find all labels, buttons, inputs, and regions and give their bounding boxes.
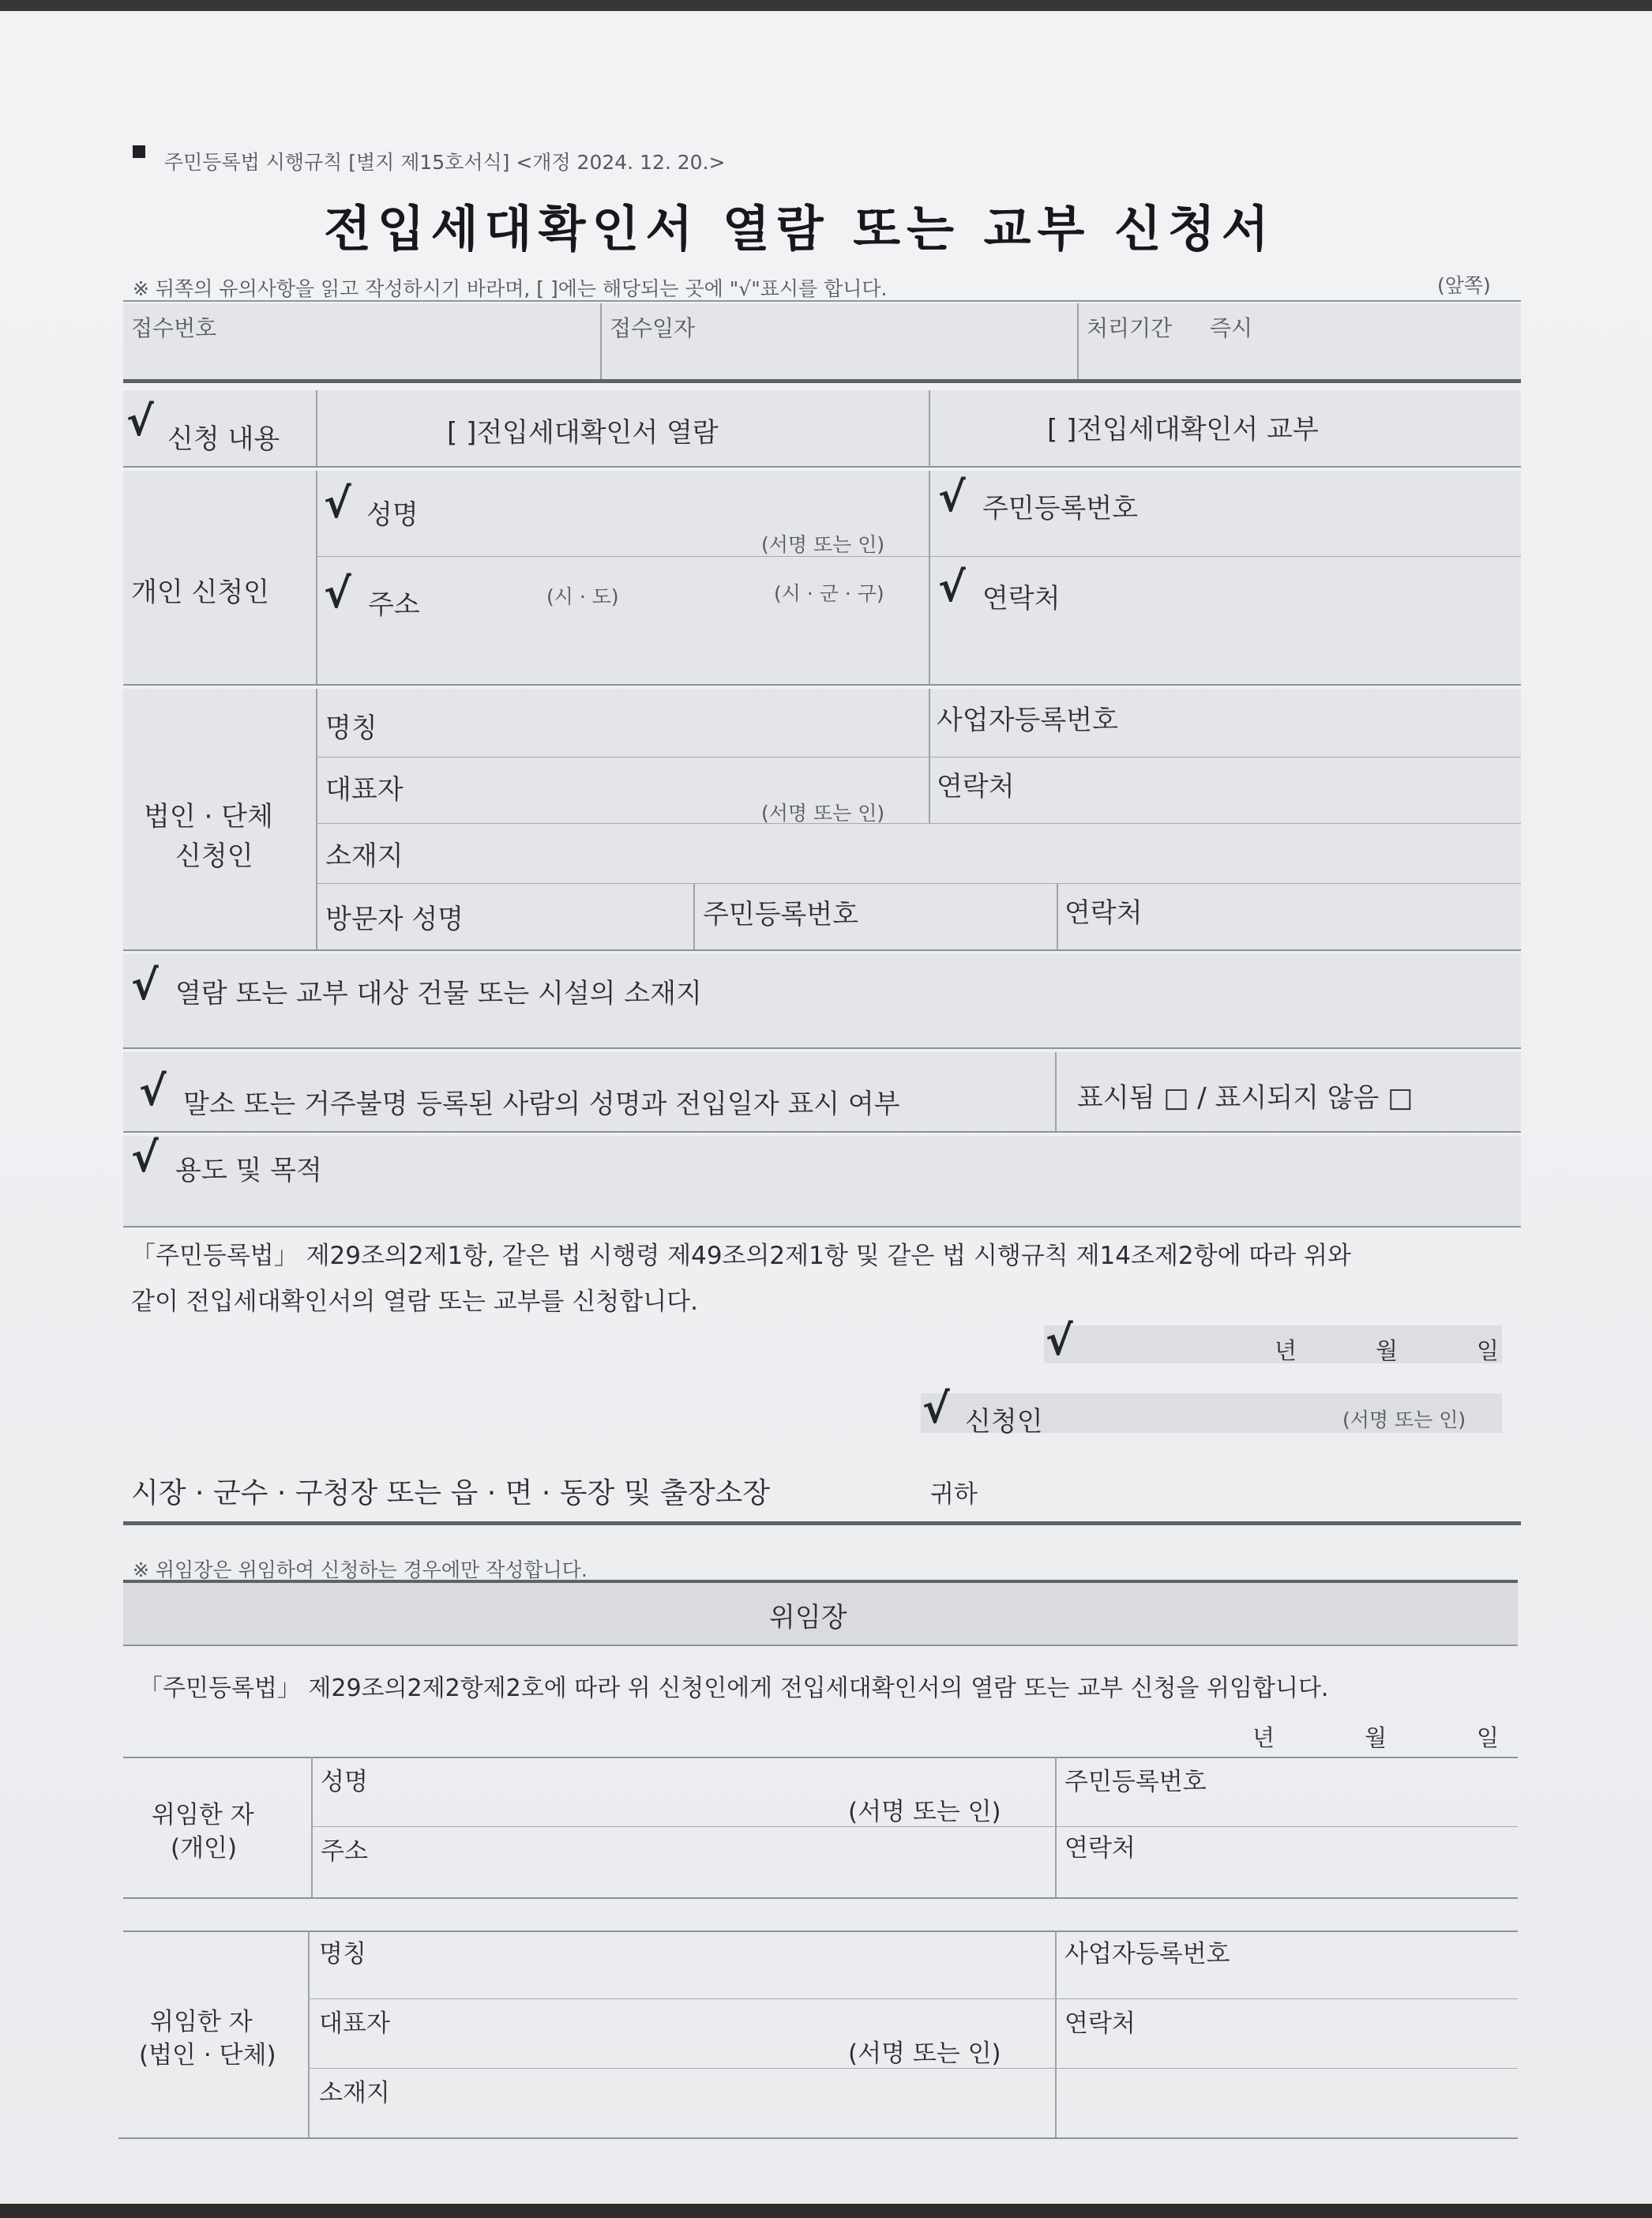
proxy-rrn-label: 주민등록번호	[1064, 1768, 1207, 1796]
option-issue[interactable]: [ ]전입세대확인서 교부	[1047, 414, 1319, 445]
display-option-label: 말소 또는 거주불명 등록된 사람의 성명과 전입일자 표시 여부	[183, 1088, 900, 1120]
receipt-divider-2	[1077, 303, 1079, 379]
display-option-choices[interactable]: 표시됨 □ / 표시되지 않음 □	[1077, 1082, 1414, 1114]
corporate-location-label: 소재지	[325, 840, 404, 872]
addressee-suffix: 귀하	[930, 1480, 978, 1509]
proxy-individual-label-2: (개인)	[171, 1834, 238, 1863]
addressee-rule	[123, 1521, 1521, 1525]
corporate-contact-label: 연락처	[937, 771, 1015, 803]
individual-divider-left	[316, 471, 317, 684]
corporate-label-2: 신청인	[175, 840, 253, 872]
checkmark-icon: √	[938, 564, 966, 611]
form-notice: ※ 뒤쪽의 유의사항을 읽고 작성하시기 바라며, [ ]에는 해당되는 곳에 "√"표시를 합니다.	[133, 277, 888, 300]
proxy-corp-name-label: 명칭	[319, 1940, 366, 1968]
proxy-corp-row-line-2	[308, 2068, 1518, 2069]
applicant-label: 신청인	[965, 1406, 1043, 1438]
corporate-row-line-1	[316, 757, 1521, 758]
individual-rrn-label: 주민등록번호	[982, 493, 1139, 524]
individual-section-label: 개인 신청인	[131, 577, 270, 608]
date-year: 년	[1275, 1337, 1297, 1364]
corporate-biz-no-label: 사업자등록번호	[937, 705, 1118, 736]
corporate-name-label: 명칭	[325, 712, 377, 744]
visitor-rrn-label: 주민등록번호	[703, 899, 859, 930]
address-district-hint: (시 · 군 · 구)	[774, 582, 884, 605]
proxy-sign-hint: (서명 또는 인)	[848, 1798, 1001, 1826]
visitor-name-label: 방문자 성명	[325, 904, 464, 935]
checkmark-icon: √	[324, 570, 351, 618]
individual-sign-hint: (서명 또는 인)	[761, 533, 885, 556]
receipt-date-label: 접수일자	[610, 315, 696, 341]
individual-name-label: 성명	[366, 499, 419, 531]
proxy-contact-label: 연락처	[1064, 1834, 1136, 1863]
checkmark-icon: √	[324, 480, 351, 528]
proxy-corp-label-1: 위임한 자	[150, 2008, 253, 2036]
paper-bottom-edge	[0, 2204, 1652, 2218]
date-day: 일	[1477, 1337, 1500, 1364]
request-divider-2	[929, 390, 930, 466]
proxy-corp-sign-hint: (서명 또는 인)	[848, 2039, 1001, 2068]
corporate-row-line-2	[316, 823, 1521, 824]
proxy-individual-divider-left	[311, 1757, 313, 1897]
page-side: (앞쪽)	[1437, 274, 1491, 297]
proxy-individual-bottom-line	[123, 1897, 1518, 1899]
checkmark-icon: √	[922, 1385, 950, 1433]
purpose-label: 용도 및 목적	[175, 1155, 322, 1186]
addressee: 시장 · 군수 · 구청장 또는 읍 · 면 · 동장 및 출장소장	[131, 1477, 771, 1509]
proxy-individual-divider-mid	[1055, 1757, 1057, 1897]
proxy-title: 위임장	[769, 1602, 847, 1633]
paper-top-edge	[0, 0, 1652, 11]
individual-divider-mid	[929, 471, 930, 684]
checkmark-icon: √	[139, 1068, 167, 1115]
request-divider-1	[316, 390, 317, 466]
visitor-contact-label: 연락처	[1064, 897, 1143, 929]
purpose-row-bg	[123, 1136, 1521, 1226]
checkmark-icon: √	[131, 1134, 159, 1182]
corporate-divider-mid	[929, 689, 930, 823]
receipt-row-bg	[123, 303, 1521, 379]
proxy-corp-label-2: (법인 · 단체)	[139, 2041, 276, 2070]
proxy-note: ※ 위임장은 위임하여 신청하는 경우에만 작성합니다.	[133, 1558, 588, 1581]
receipt-divider-1	[600, 303, 602, 379]
request-label: 신청 내용	[167, 423, 280, 455]
proxy-corp-divider-left	[308, 1930, 310, 2137]
form-reference: 주민등록법 시행규칙 [별지 제15호서식] <개정 2024. 12. 20.>	[164, 151, 726, 174]
corporate-bottom-line	[123, 949, 1521, 951]
date-field-bg[interactable]	[1044, 1325, 1502, 1363]
proxy-biz-no-label: 사업자등록번호	[1064, 1940, 1230, 1968]
option-view[interactable]: [ ]전입세대확인서 열람	[447, 417, 719, 449]
applicant-sign-hint: (서명 또는 인)	[1342, 1408, 1466, 1431]
checkmark-icon: √	[938, 474, 966, 521]
corporate-rep-label: 대표자	[325, 774, 404, 806]
proxy-individual-label-1: 위임한 자	[152, 1801, 254, 1829]
form-title: 전입세대확인서 열람 또는 교부 신청서	[324, 200, 1275, 258]
proxy-individual-top-line	[123, 1757, 1518, 1758]
checkmark-icon: √	[131, 962, 159, 1009]
display-divider	[1055, 1052, 1057, 1131]
building-location-label: 열람 또는 교부 대상 건물 또는 시설의 소재지	[175, 978, 702, 1009]
proxy-corp-top-line	[123, 1930, 1518, 1932]
proxy-address-label: 주소	[321, 1837, 368, 1866]
corporate-row-line-3	[316, 883, 1521, 884]
proxy-date-day: 일	[1477, 1724, 1500, 1751]
proxy-corp-contact-label: 연락처	[1064, 2009, 1136, 2038]
individual-bottom-line	[123, 684, 1521, 686]
corporate-label-1: 법인 · 단체	[144, 801, 273, 833]
proxy-statement: 「주민등록법」 제29조의2제2항제2호에 따라 위 신청인에게 전입세대확인서의 열람 또는 교부 신청을 위임합니다.	[139, 1675, 1329, 1702]
checkmark-icon: √	[1046, 1318, 1073, 1365]
corporate-divider-left	[316, 689, 317, 949]
display-bottom-line	[123, 1131, 1521, 1133]
receipt-number-label: 접수번호	[131, 315, 217, 341]
visitor-divider-2	[1057, 883, 1058, 949]
statement-line-2: 같이 전입세대확인서의 열람 또는 교부를 신청합니다.	[131, 1288, 698, 1316]
checkmark-icon: √	[126, 398, 154, 445]
proxy-individual-row-line	[311, 1826, 1518, 1827]
processing-period-value: 즉시	[1210, 315, 1253, 341]
building-bottom-line	[123, 1047, 1521, 1049]
proxy-location-label: 소재지	[319, 2079, 390, 2107]
bullet-square-icon	[133, 145, 145, 158]
processing-period-label: 처리기간	[1087, 315, 1173, 341]
request-bottom-line	[123, 466, 1521, 468]
individual-contact-label: 연락처	[982, 583, 1061, 615]
proxy-corp-divider-mid	[1055, 1930, 1057, 2137]
proxy-title-bottom-line	[123, 1645, 1518, 1646]
visitor-divider-1	[693, 883, 695, 949]
proxy-corp-row-line-1	[308, 1998, 1518, 1999]
receipt-bottom-line	[123, 379, 1521, 383]
proxy-corp-bottom-line	[118, 2137, 1518, 2139]
statement-line-1: 「주민등록법」 제29조의2제1항, 같은 법 시행령 제49조의2제1항 및 같은 법 시행규칙 제14조제2항에 따라 위와	[131, 1242, 1352, 1270]
receipt-top-line	[123, 300, 1521, 302]
proxy-date-month: 월	[1365, 1724, 1387, 1751]
corporate-sign-hint: (서명 또는 인)	[761, 802, 885, 825]
proxy-name-label: 성명	[321, 1768, 368, 1796]
date-month: 월	[1376, 1337, 1399, 1364]
address-city-hint: (시 · 도)	[546, 585, 619, 608]
purpose-bottom-line	[123, 1226, 1521, 1227]
individual-address-label: 주소	[368, 589, 420, 621]
proxy-date-year: 년	[1252, 1724, 1275, 1751]
individual-row-line	[316, 556, 1521, 557]
proxy-rep-label: 대표자	[319, 2009, 390, 2038]
